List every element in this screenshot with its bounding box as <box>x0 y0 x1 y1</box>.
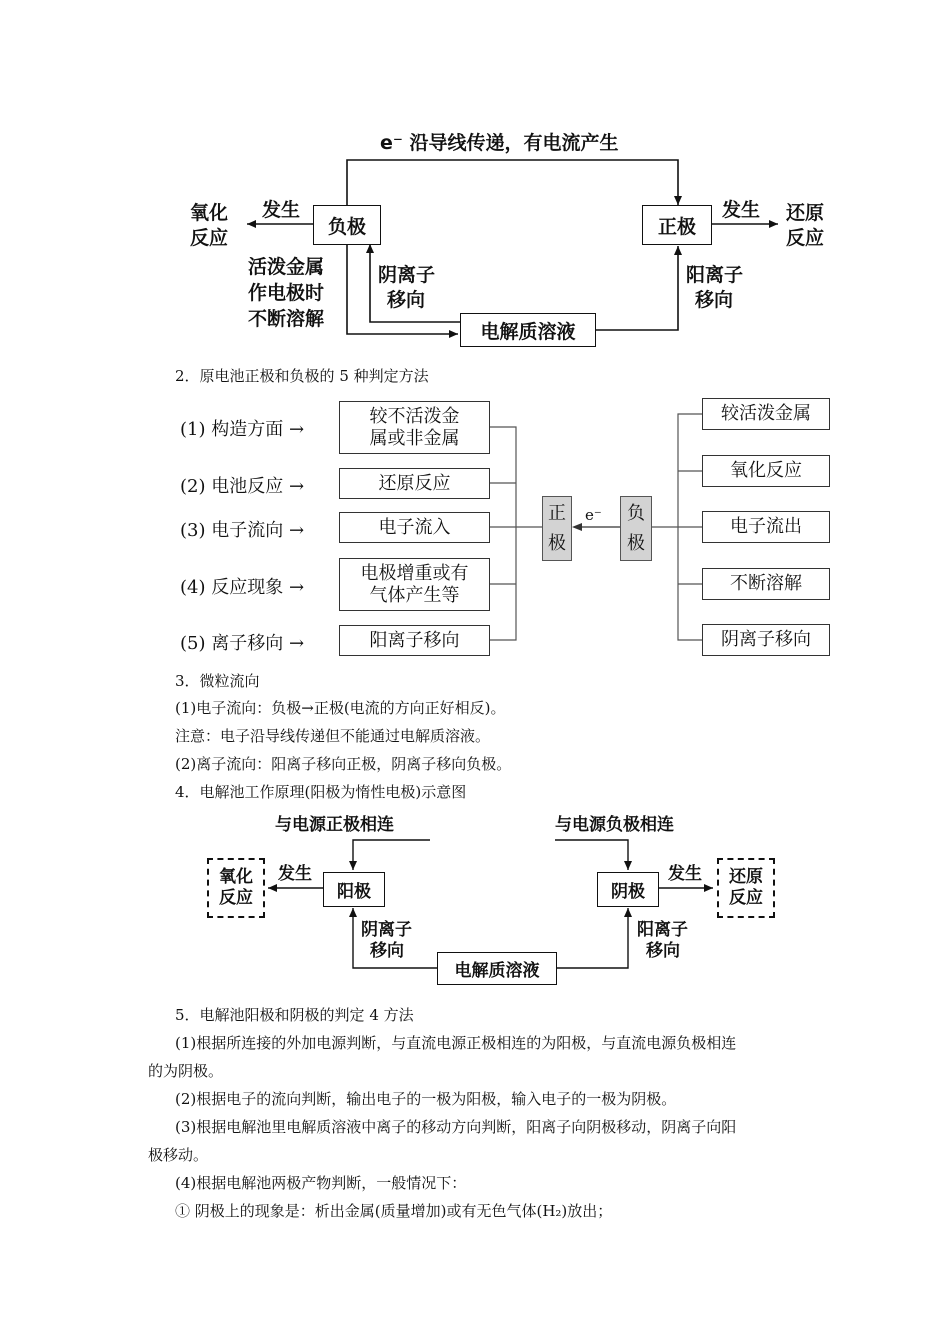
section3-title: 3．微粒流向 <box>175 672 260 690</box>
electron-flow-label: e⁻ 沿导线传递，有电流产生 <box>380 132 619 154</box>
section4-title: 4．电解池工作原理(阳极为惰性电极)示意图 <box>175 783 467 801</box>
reduction-line2: 反应 <box>786 227 825 249</box>
positive-electrode-label: 正极 <box>657 215 696 238</box>
section5-p1-line2: 的为阴极。 <box>148 1062 224 1080</box>
section3-note: 注意：电子沿导线传递但不能通过电解质溶液。 <box>175 727 491 745</box>
oxidation-line2: 反应 <box>190 227 229 249</box>
section5-p4: (4)根据电解池两极产物判断，一般情况下： <box>175 1174 467 1192</box>
anion-line2-2: 移向 <box>370 941 404 961</box>
section2-title: 2．原电池正极和负极的 5 种判定方法 <box>175 367 429 385</box>
negative-char-1: 负 <box>627 502 645 524</box>
oxidation-line1: 氧化 <box>190 202 229 224</box>
cation-line1: 阳离子 <box>686 264 744 286</box>
anode-box <box>323 872 385 907</box>
negative-reaction-label: 氧化反应 <box>730 460 802 481</box>
criterion-3: (3) 电子流向 → <box>180 520 305 541</box>
occur-left-label-2: 发生 <box>278 864 312 884</box>
cation-line2-2: 移向 <box>646 941 680 961</box>
positive-structure-line2: 属或非金属 <box>369 427 460 449</box>
electrolyte-label: 电解质溶液 <box>480 320 576 343</box>
oxidation-line2-2: 反应 <box>219 888 253 908</box>
negative-ion-label: 阴离子移向 <box>721 629 811 650</box>
active-metal-line2: 作电极时 <box>248 282 325 304</box>
criterion-2: (2) 电池反应 → <box>180 476 305 497</box>
section5-title: 5．电解池阳极和阴极的判定 4 方法 <box>175 1006 414 1024</box>
oxidation-dashed-box <box>207 858 265 918</box>
reduction-line2-2: 反应 <box>729 888 763 908</box>
positive-structure-line1: 较不活泼金 <box>369 405 460 427</box>
cation-line1-2: 阳离子 <box>637 920 688 940</box>
criterion-1: (1) 构造方面 → <box>180 419 305 440</box>
anion-line2: 移向 <box>387 289 426 311</box>
section3-line1: (1)电子流向：负极→正极(电流的方向正好相反)。 <box>175 699 506 717</box>
section5-p3-line1: (3)根据电解池里电解质溶液中离子的移动方向判断，阳离子向阴极移动，阴离子向阳 <box>175 1118 737 1136</box>
anode-connection-label: 与电源正极相连 <box>275 815 394 835</box>
negative-electron-label: 电子流出 <box>730 516 802 537</box>
anion-line1-2: 阴离子 <box>361 920 412 940</box>
positive-reaction-label: 还原反应 <box>378 472 451 494</box>
cathode-box <box>597 872 659 907</box>
active-metal-line1: 活泼金属 <box>248 256 325 278</box>
positive-phenomenon-line2: 气体产生等 <box>369 584 460 606</box>
electrolyte-box-2 <box>437 952 557 985</box>
section5-p5: ① 阴极上的现象是：析出金属(质量增加)或有无色气体(H₂)放出； <box>175 1202 613 1220</box>
positive-ion-label: 阳离子移向 <box>369 629 460 651</box>
active-metal-line3: 不断溶解 <box>248 308 325 330</box>
reduction-line1: 还原 <box>786 202 825 224</box>
negative-electrode-label: 负极 <box>327 215 366 238</box>
positive-phenomenon-line1: 电极增重或有 <box>360 562 469 584</box>
cathode-label: 阴极 <box>611 882 645 902</box>
electron-symbol: e⁻ <box>585 506 602 524</box>
occur-right-label: 发生 <box>722 199 761 221</box>
reduction-dashed-box <box>717 858 775 918</box>
occur-left-label: 发生 <box>262 199 301 221</box>
section5-p1-line1: (1)根据所连接的外加电源判断，与直流电源正极相连的为阳极，与直流电源负极相连 <box>175 1034 737 1052</box>
anion-line1: 阴离子 <box>378 264 436 286</box>
positive-char-2: 极 <box>548 532 566 554</box>
cation-line2: 移向 <box>695 289 734 311</box>
criterion-4: (4) 反应现象 → <box>180 577 305 598</box>
anode-label: 阳极 <box>337 882 371 902</box>
positive-char-1: 正 <box>548 502 566 524</box>
cathode-connection-label: 与电源负极相连 <box>555 815 674 835</box>
section5-p3-line2: 极移动。 <box>148 1146 209 1164</box>
section5-p2: (2)根据电子的流向判断，输出电子的一极为阳极，输入电子的一极为阴极。 <box>175 1090 677 1108</box>
oxidation-line1-2: 氧化 <box>219 867 253 887</box>
positive-electron-label: 电子流入 <box>378 516 451 538</box>
negative-char-2: 极 <box>627 532 645 554</box>
electrolyte-label-2: 电解质溶液 <box>454 961 540 981</box>
negative-structure-label: 较活泼金属 <box>721 403 811 424</box>
section3-line2: (2)离子流向：阳离子移向正极，阴离子移向负极。 <box>175 755 512 773</box>
criterion-5: (5) 离子移向 → <box>180 633 305 654</box>
negative-phenomenon-label: 不断溶解 <box>730 573 802 594</box>
reduction-line1-2: 还原 <box>729 867 763 887</box>
occur-right-label-2: 发生 <box>668 864 702 884</box>
